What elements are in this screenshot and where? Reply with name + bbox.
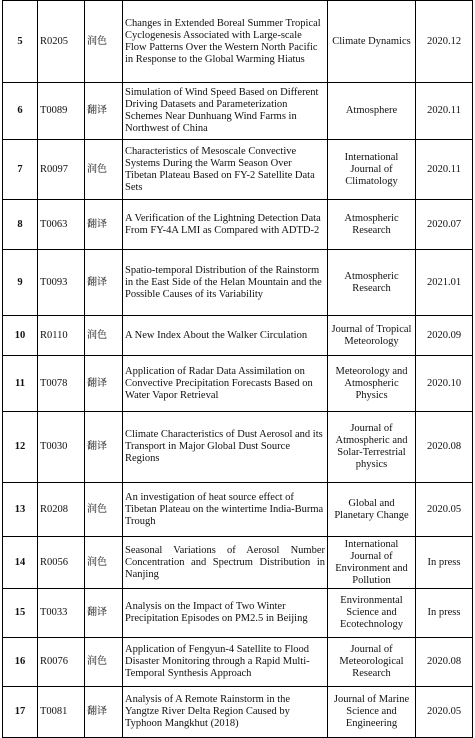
table-row [3,483,473,537]
table-row [3,356,473,412]
row-type: 润色 [85,140,123,200]
row-type: 翻译 [85,356,123,412]
row-id: T0093 [38,250,85,316]
row-type: 润色 [85,638,123,687]
row-title: Application of Fengyun-4 Satellite to Flood Disaster Monitoring through a Rapid Multi-Temporal Synthesis Approach [123,638,328,687]
row-title: Application of Radar Data Assimilation on Convective Precipitation Forecasts Based on Water Vapor Retrieval [123,356,328,412]
row-title: An investigation of heat source effect of Tibetan Plateau on the wintertime India-Burma Trough [123,483,328,537]
row-type: 翻译 [85,412,123,483]
table-row [3,1,473,83]
row-id: T0078 [38,356,85,412]
row-type: 翻译 [85,250,123,316]
row-journal: Journal of Meteorological Research [328,638,416,687]
row-journal: Climate Dynamics [328,1,416,83]
row-number: 5 [3,1,38,83]
row-title: Spatio-temporal Distribution of the Rainstorm in the East Side of the Helan Mountain and the Possible Causes of its Variability [123,250,328,316]
row-journal: Atmospheric Research [328,200,416,250]
row-date: In press [416,589,473,638]
row-id: R0076 [38,638,85,687]
row-type: 翻译 [85,589,123,638]
row-id: T0063 [38,200,85,250]
row-number: 10 [3,316,38,356]
row-journal: Journal of Tropical Meteorology [328,316,416,356]
row-date: 2020.11 [416,83,473,140]
row-id: R0056 [38,537,85,589]
row-journal: International Journal of Climatology [328,140,416,200]
row-type: 润色 [85,483,123,537]
row-number: 17 [3,687,38,738]
row-id: T0089 [38,83,85,140]
row-date: 2020.08 [416,638,473,687]
row-number: 13 [3,483,38,537]
row-date: 2020.12 [416,1,473,83]
row-number: 12 [3,412,38,483]
row-title: Characteristics of Mesoscale Convective Systems During the Warm Season Over Tibetan Plateau Based on FY-2 Satellite Data Sets [123,140,328,200]
row-number: 16 [3,638,38,687]
row-journal: Atmosphere [328,83,416,140]
row-date: 2021.01 [416,250,473,316]
row-number: 11 [3,356,38,412]
row-type: 翻译 [85,687,123,738]
row-date: 2020.05 [416,483,473,537]
row-title: Seasonal Variations of Aerosol Number Concentration and Spectrum Distribution in Nanjing [123,537,328,589]
table-row [3,412,473,483]
row-title: Analysis of A Remote Rainstorm in the Yangtze River Delta Region Caused by Typhoon Mangkhut (2018) [123,687,328,738]
row-date: 2020.10 [416,356,473,412]
row-id: R0097 [38,140,85,200]
row-title: Changes in Extended Boreal Summer Tropical Cyclogenesis Associated with Large-scale Flow Patterns Over the Western North Pacific in Response to the Global Warming Hiatus [123,1,328,83]
table-row [3,687,473,738]
row-id: R0110 [38,316,85,356]
table-body [3,1,473,738]
row-date: 2020.05 [416,687,473,738]
row-title: Simulation of Wind Speed Based on Different Driving Datasets and Parameterization Schemes Near Dunhuang Wind Farms in Northwest of China [123,83,328,140]
row-number: 7 [3,140,38,200]
row-id: T0033 [38,589,85,638]
row-journal: Global and Planetary Change [328,483,416,537]
row-number: 8 [3,200,38,250]
row-number: 14 [3,537,38,589]
row-id: R0208 [38,483,85,537]
row-date: 2020.08 [416,412,473,483]
row-number: 9 [3,250,38,316]
table-row [3,250,473,316]
row-title: A New Index About the Walker Circulation [123,316,328,356]
row-title: Climate Characteristics of Dust Aerosol and its Transport in Major Global Dust Source Regions [123,412,328,483]
row-type: 润色 [85,316,123,356]
row-type: 翻译 [85,200,123,250]
row-title: A Verification of the Lightning Detection Data From FY-4A LMI as Compared with ADTD-2 [123,200,328,250]
row-id: T0081 [38,687,85,738]
row-number: 6 [3,83,38,140]
table-row [3,83,473,140]
row-number: 15 [3,589,38,638]
table-row [3,316,473,356]
table-row [3,589,473,638]
table-row [3,200,473,250]
row-date: In press [416,537,473,589]
row-type: 翻译 [85,83,123,140]
row-journal: Meteorology and Atmospheric Physics [328,356,416,412]
publication-table [2,0,473,738]
row-journal: Journal of Marine Science and Engineering [328,687,416,738]
row-date: 2020.09 [416,316,473,356]
row-title: Analysis on the Impact of Two Winter Precipitation Episodes on PM2.5 in Beijing [123,589,328,638]
row-journal: Journal of Atmospheric and Solar-Terrestrial physics [328,412,416,483]
table-row [3,638,473,687]
table-row [3,537,473,589]
row-type: 润色 [85,537,123,589]
row-date: 2020.11 [416,140,473,200]
row-type: 润色 [85,1,123,83]
row-journal: Atmospheric Research [328,250,416,316]
row-id: R0205 [38,1,85,83]
row-date: 2020.07 [416,200,473,250]
row-journal: International Journal of Environment and Pollution [328,537,416,589]
row-id: T0030 [38,412,85,483]
table-row [3,140,473,200]
row-journal: Environmental Science and Ecotechnology [328,589,416,638]
